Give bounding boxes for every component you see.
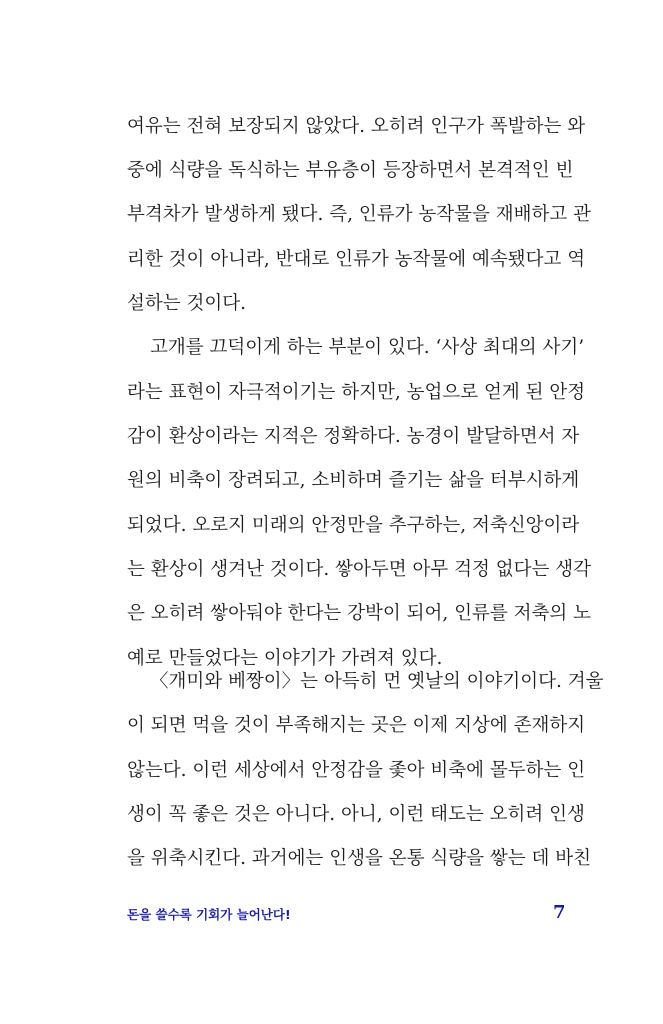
paragraph-3-line-5: 을 위축시킨다. 과거에는 인생을 온통 식량을 쌓는 데 바친 (127, 848, 591, 869)
paragraph-1-line-5: 설하는 것이다. (127, 293, 246, 314)
paragraph-1-line-2: 중에 식량을 독식하는 부유층이 등장하면서 본격적인 빈 (127, 160, 574, 181)
paragraph-2-line-7: 은 오히려 쌓아둬야 한다는 강박이 되어, 인류를 저축의 노 (127, 603, 591, 624)
page-number: 7 (553, 902, 566, 923)
paragraph-3-line-2: 이 되면 먹을 것이 부족해지는 곳은 이제 지상에 존재하지 (127, 715, 586, 736)
paragraph-2-line-6: 는 환상이 생겨난 것이다. 쌓아두면 아무 걱정 없다는 생각 (127, 559, 591, 580)
paragraph-2-line-5: 되었다. 오로지 미래의 안정만을 추구하는, 저축신앙이라 (127, 515, 580, 536)
paragraph-1-line-4: 리한 것이 아니라, 반대로 인류가 농작물에 예속됐다고 역 (127, 249, 586, 270)
paragraph-2-line-4: 원의 비축이 장려되고, 소비하며 즐기는 삶을 터부시하게 (127, 470, 580, 491)
paragraph-2-line-3: 감이 환상이라는 지적은 정확하다. 농경이 발달하면서 자 (127, 426, 580, 447)
running-footer-book-title: 돈을 쓸수록 기회가 늘어난다! (127, 907, 291, 922)
paragraph-3-line-1: 〈개미와 베짱이〉는 아득히 먼 옛날의 이야기이다. 겨울 (150, 671, 604, 692)
paragraph-1-line-1: 여유는 전혀 보장되지 않았다. 오히려 인구가 폭발하는 와 (127, 116, 586, 137)
paragraph-2-line-2: 라는 표현이 자극적이기는 하지만, 농업으로 얻게 된 안정 (127, 382, 586, 403)
paragraph-2-line-8: 예로 만들었다는 이야기가 가려져 있다. (127, 648, 443, 669)
paragraph-3-line-3: 않는다. 이런 세상에서 안정감을 좇아 비축에 몰두하는 인 (127, 760, 586, 781)
paragraph-1-line-3: 부격차가 발생하게 됐다. 즉, 인류가 농작물을 재배하고 관 (127, 204, 591, 225)
paragraph-2-line-1: 고개를 끄덕이게 하는 부분이 있다. ‘사상 최대의 사기’ (150, 337, 585, 358)
paragraph-3-line-4: 생이 꼭 좋은 것은 아니다. 아니, 이런 태도는 오히려 인생 (127, 804, 585, 825)
